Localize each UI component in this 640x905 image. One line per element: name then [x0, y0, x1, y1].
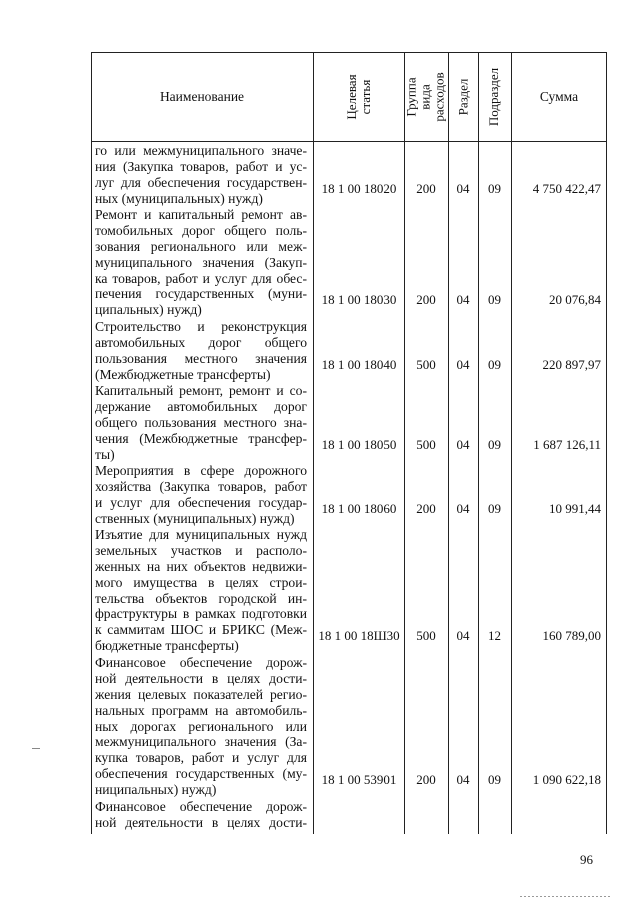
header-subsection-cell — [478, 52, 511, 142]
row-name-line: ципальных) нужд) — [95, 302, 202, 318]
row-name-line: держание автомобильных дорог — [95, 398, 307, 414]
row-name-line: луг для обеспечения государствен- — [95, 174, 307, 190]
margin-mark — [32, 748, 40, 749]
row-target-article: 18 1 00 53901 — [321, 772, 397, 788]
row-name-line: зования регионального или меж- — [95, 238, 307, 254]
row-sum: 1 687 126,11 — [533, 436, 601, 452]
header-name: Наименование — [159, 89, 245, 104]
row-name — [95, 143, 307, 207]
header-target-article-cell — [314, 52, 404, 142]
row-name-line: Финансовое обеспечение дорож- — [95, 655, 307, 670]
row-name — [95, 527, 307, 654]
row-target-article: 18 1 00 18020 — [321, 180, 397, 196]
row-name — [95, 207, 307, 318]
row-name-line: Мероприятия в сфере дорожного — [95, 463, 307, 478]
header-sum: Сумма — [539, 89, 579, 104]
row-section: 04 — [456, 356, 470, 372]
header-expense-group-cell — [404, 52, 448, 142]
row-name-line: чения (Межбюджетные трансфер- — [95, 430, 307, 446]
row-name-line: го или межмуниципального значе- — [95, 143, 307, 158]
row-name-line: пользования местного значения — [95, 350, 307, 366]
row-sum: 10 991,44 — [549, 500, 601, 516]
row-name-line: (Межбюджетные трансферты) — [95, 366, 271, 382]
row-expense-group: 200 — [416, 772, 436, 788]
row-target-article: 18 1 00 18050 — [321, 436, 397, 452]
row-name-line: печения государственных (муни- — [95, 286, 307, 302]
row-expense-group: 200 — [416, 292, 436, 308]
row-name-line: хозяйства (Закупка товаров, работ — [95, 478, 307, 494]
row-name-line: женных на них объектов недвижи- — [95, 558, 307, 574]
row-expense-group: 200 — [416, 180, 436, 196]
row-name-line: Изъятие для муниципальных нужд — [95, 527, 307, 542]
row-name-line: купка товаров, работ и услуг для — [95, 750, 307, 766]
row-target-article: 18 1 00 18060 — [321, 500, 397, 516]
row-section: 04 — [456, 180, 470, 196]
row-target-article: 18 1 00 18Ш30 — [318, 628, 400, 644]
row-expense-group: 500 — [416, 436, 436, 452]
row-section: 04 — [456, 500, 470, 516]
row-subsection: 09 — [488, 500, 501, 516]
row-target-article: 18 1 00 18040 — [321, 356, 397, 372]
row-name-line: нальных программ на автомобиль- — [95, 702, 307, 718]
row-name-line: тельства объектов городской ин- — [95, 590, 307, 606]
header-expense-group: Группа вида расходов — [404, 72, 447, 122]
row-name-line: ных (муниципальных) нужд) — [95, 190, 263, 206]
row-name-line: жения целевых показателей регио- — [95, 686, 307, 702]
row-name-line: бюджетные трансферты) — [95, 638, 239, 654]
row-name-line: к саммитам ШОС и БРИКС (Меж- — [95, 622, 307, 638]
row-sum: 160 789,00 — [542, 628, 601, 644]
row-sum: 220 897,97 — [542, 356, 601, 372]
row-name-line: и услуг для обеспечения государ- — [95, 494, 307, 510]
row-target-article: 18 1 00 18030 — [321, 292, 397, 308]
header-target-article: Целевая статья — [344, 74, 373, 120]
header-section: Раздел — [455, 78, 470, 116]
row-subsection: 09 — [488, 180, 501, 196]
page-number: 96 — [580, 852, 593, 867]
header-subsection: Подраздел — [486, 67, 502, 127]
row-sum: 1 090 622,18 — [532, 772, 601, 788]
row-subsection: 12 — [488, 628, 501, 644]
row-name-line: Строительство и реконструкция — [95, 319, 307, 334]
row-subsection: 09 — [488, 292, 501, 308]
row-name-line: муниципального значения (Закуп- — [95, 254, 307, 270]
row-name — [95, 319, 307, 383]
row-name — [95, 463, 307, 527]
row-name — [95, 655, 307, 798]
row-name-line: автомобильных дорог общего — [95, 334, 307, 350]
row-name-line: общего пользования местного зна- — [95, 414, 307, 430]
row-name-line: Капитальный ремонт, ремонт и со- — [95, 383, 307, 398]
row-name — [95, 383, 307, 462]
row-name-line: ниципальных) нужд) — [95, 782, 217, 798]
row-name-line: ной деятельности в целях дости- — [95, 814, 307, 830]
row-section: 04 — [456, 628, 470, 644]
row-subsection: 09 — [488, 436, 501, 452]
table-border-right — [606, 52, 607, 834]
row-name-line: Ремонт и капитальный ремонт ав- — [95, 207, 307, 222]
row-section: 04 — [456, 436, 470, 452]
row-name-line: ния (Закупка товаров, работ и ус- — [95, 158, 307, 174]
row-sum: 4 750 422,47 — [532, 180, 601, 196]
row-name-line: обеспечения государственных (му- — [95, 766, 307, 782]
row-name-line: томобильных дорог общего поль- — [95, 222, 307, 238]
row-subsection: 09 — [488, 356, 501, 372]
row-expense-group: 500 — [416, 628, 436, 644]
row-name-line: земельных участков и располо- — [95, 542, 307, 558]
row-name-line: ты) — [95, 446, 115, 462]
row-name-line: ных дорогах регионального или — [95, 718, 307, 734]
row-name-line: фраструктуры в рамках подготовки — [95, 606, 307, 622]
table-border-left — [91, 52, 92, 834]
row-sum: 20 076,84 — [549, 292, 601, 308]
row-name-line: мого имущества в целях строи- — [95, 574, 307, 590]
row-section: 04 — [456, 292, 470, 308]
row-subsection: 09 — [488, 772, 501, 788]
row-name-line: Финансовое обеспечение дорож- — [95, 799, 307, 814]
row-expense-group: 200 — [416, 500, 436, 516]
row-name-line: ка товаров, работ и услуг для обес- — [95, 270, 307, 286]
row-name-line: межмуниципального значения (За- — [95, 734, 307, 750]
row-name-line: ной деятельности в целях дости- — [95, 670, 307, 686]
row-name-line: ственных (муниципальных) нужд) — [95, 510, 295, 526]
row-expense-group: 500 — [416, 356, 436, 372]
row-section: 04 — [456, 772, 470, 788]
row-name — [95, 799, 307, 831]
footer-dash — [520, 896, 610, 897]
header-section-cell — [448, 52, 478, 142]
